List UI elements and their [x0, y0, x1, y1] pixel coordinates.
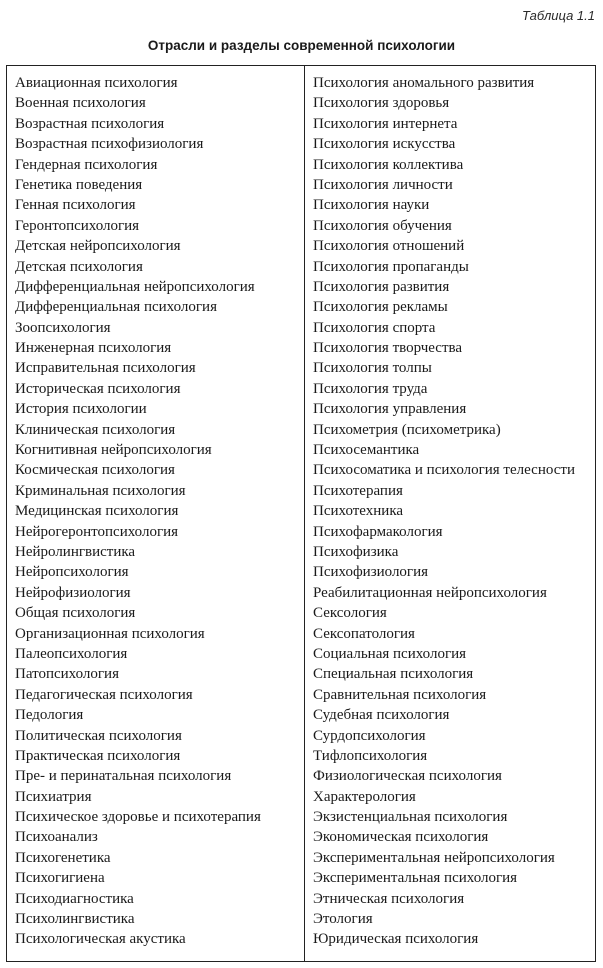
list-item: Когнитивная нейропсихология: [15, 442, 212, 459]
list-item: Этология: [313, 911, 373, 928]
list-item: Психическое здоровье и психотерапия: [15, 809, 261, 826]
list-item: Тифлопсихология: [313, 747, 428, 764]
list-item: Психология науки: [313, 197, 430, 214]
list-item: Патопсихология: [15, 666, 119, 683]
list-item: Психология творчества: [313, 340, 463, 357]
list-item: Экономическая психология: [313, 829, 489, 846]
list-item: Нейрогеронтопсихология: [15, 523, 179, 540]
list-item: Психология спорта: [313, 319, 436, 336]
list-item: Детская нейропсихология: [15, 238, 181, 255]
list-item: Криминальная психология: [15, 482, 186, 499]
list-item: Юридическая психология: [313, 931, 479, 948]
list-item: Нейрофизиология: [15, 584, 131, 601]
list-item: Возрастная психология: [15, 115, 165, 132]
list-item: Дифференциальная нейропсихология: [15, 278, 255, 295]
list-item: Психофизиология: [313, 564, 429, 581]
list-item: Нейропсихология: [15, 564, 129, 581]
list-item: Психотехника: [313, 503, 404, 520]
list-item: Генная психология: [15, 197, 136, 214]
list-item: Социальная психология: [313, 645, 467, 662]
list-item: Экспериментальная психология: [313, 870, 518, 887]
list-item: Этническая психология: [313, 890, 465, 907]
list-item: Детская психология: [15, 258, 143, 275]
list-item: Экзистенциальная психология: [313, 809, 508, 826]
list-item: Психология обучения: [313, 217, 452, 234]
list-item: Историческая психология: [15, 380, 181, 397]
list-item: Психология личности: [313, 176, 453, 193]
list-item: Психология труда: [313, 380, 428, 397]
list-item: Сексология: [313, 605, 387, 622]
list-item: Психотерапия: [313, 482, 403, 499]
list-item: Психология рекламы: [313, 299, 448, 316]
list-item: Психодиагностика: [15, 890, 134, 907]
list-item: Пре- и перинатальная психология: [15, 768, 232, 785]
list-item: Палеопсихология: [15, 645, 128, 662]
list-item: Педагогическая психология: [15, 686, 193, 703]
list-item: Организационная психология: [15, 625, 205, 642]
list-item: Психология толпы: [313, 360, 432, 377]
list-item: Психология пропаганды: [313, 258, 469, 275]
table-caption: Отрасли и разделы современной психологии: [147, 38, 456, 53]
list-item: Инженерная психология: [15, 340, 172, 357]
list-item: Психология здоровья: [313, 95, 450, 112]
list-item: Медицинская психология: [15, 503, 179, 520]
left-column: [15, 73, 261, 950]
list-item: Психометрия (психометрика): [313, 421, 501, 438]
list-item: Сравнительная психология: [313, 686, 487, 703]
column-divider: [304, 65, 305, 962]
list-item: Психология управления: [313, 401, 467, 418]
list-item: Сексопатология: [313, 625, 415, 642]
list-item: Практическая психология: [15, 747, 181, 764]
list-item: Исправительная психология: [15, 360, 196, 377]
right-column: [313, 73, 575, 950]
list-item: Политическая психология: [15, 727, 182, 744]
list-item: Экспериментальная нейропсихология: [313, 849, 555, 866]
list-item: Психофармакология: [313, 523, 443, 540]
list-item: Психосемантика: [313, 442, 420, 459]
list-item: Педология: [15, 707, 84, 724]
list-item: Психогигиена: [15, 870, 105, 887]
list-item: Реабилитационная нейропсихология: [313, 584, 547, 601]
list-item: Психогенетика: [15, 849, 111, 866]
list-item: Психолингвистика: [15, 911, 135, 928]
list-item: Специальная психология: [313, 666, 474, 683]
list-item: Психология искусства: [313, 136, 456, 153]
list-item: История психологии: [15, 401, 147, 418]
list-item: Дифференциальная психология: [15, 299, 217, 316]
list-item: Геронтопсихология: [15, 217, 140, 234]
list-item: Клиническая психология: [15, 421, 176, 438]
list-item: Психологическая акустика: [15, 931, 186, 948]
list-item: Сурдопсихология: [313, 727, 426, 744]
list-item: Нейролингвистика: [15, 543, 136, 560]
list-item: Зоопсихология: [15, 319, 111, 336]
list-item: Психология отношений: [313, 238, 465, 255]
list-item: Судебная психология: [313, 707, 450, 724]
list-item: Психиатрия: [15, 788, 92, 805]
list-item: Психология аномального развития: [313, 75, 535, 91]
list-item: Гендерная психология: [15, 156, 158, 173]
list-item: Космическая психология: [15, 462, 175, 479]
list-item: Психофизика: [313, 543, 399, 560]
list-item: Психология интернета: [313, 115, 458, 132]
list-item: Психосоматика и психология телесности: [313, 462, 575, 479]
list-item: Психоанализ: [15, 829, 98, 846]
list-item: Характерология: [313, 788, 416, 805]
list-item: Возрастная психофизиология: [15, 136, 204, 153]
list-item: Генетика поведения: [15, 176, 143, 193]
list-item: Авиационная психология: [15, 75, 178, 91]
list-item: Психология коллектива: [313, 156, 464, 173]
list-item: Военная психология: [15, 95, 146, 112]
list-item: Физиологическая психология: [313, 768, 502, 785]
list-item: Психология развития: [313, 278, 450, 295]
list-item: Общая психология: [15, 605, 136, 622]
table-number: Таблица 1.1: [522, 8, 595, 23]
